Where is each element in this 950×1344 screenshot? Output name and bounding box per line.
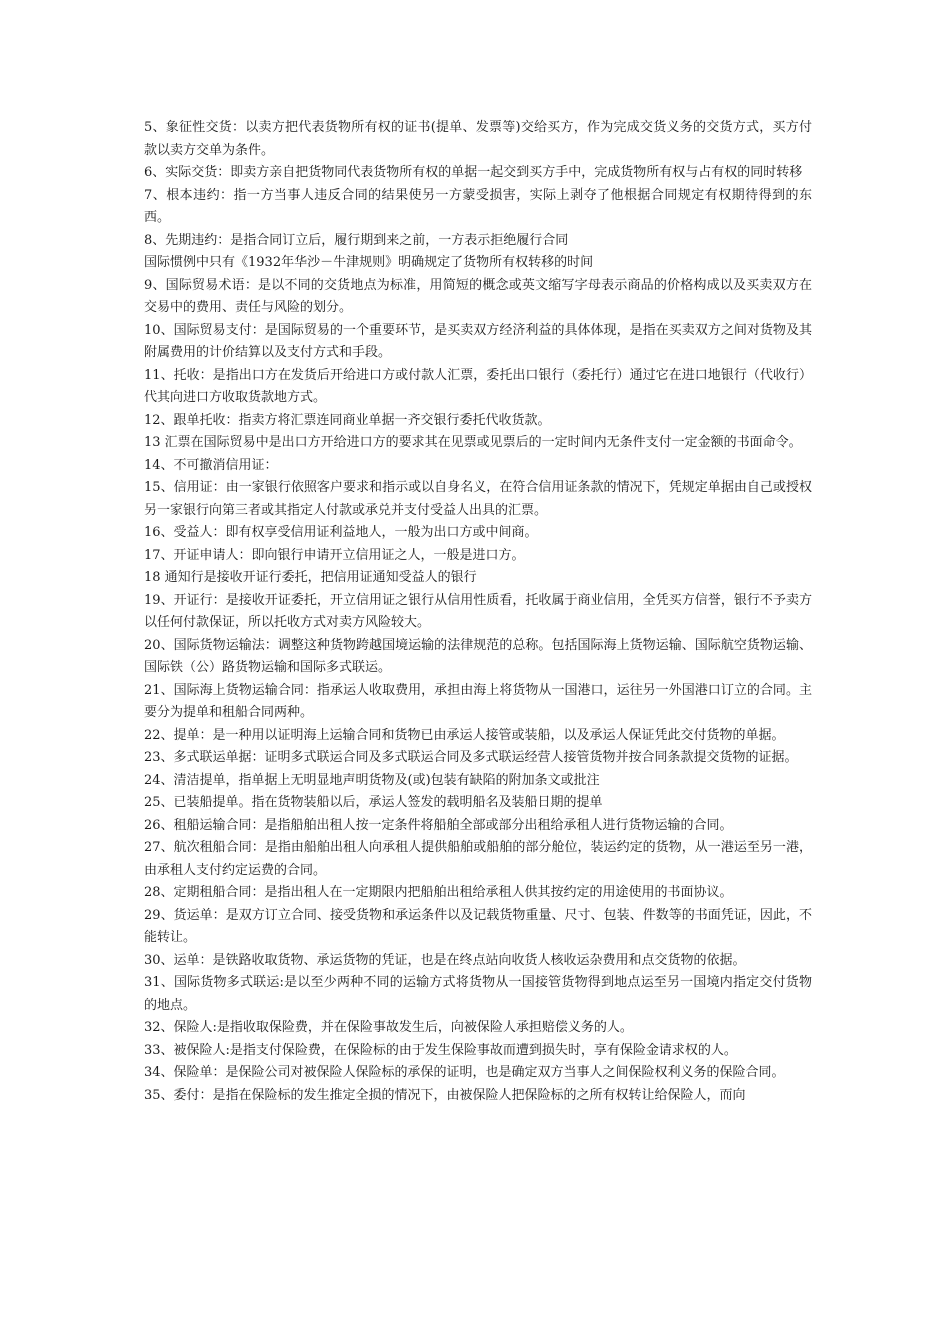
paragraph-31-multimodal-transport: 31、国际货物多式联运:是以至少两种不同的运输方式将货物从一国接管货物得到地点运至另一国境内指定交付货物的地点。 [144, 975, 812, 1013]
paragraph-10-trade-payment: 10、国际贸易支付：是国际贸易的一个重要环节，是买卖双方经济利益的具体体现，是指在买卖双方之间对货物及其附属费用的计价结算以及支付方式和手段。 [144, 322, 812, 360]
paragraph-21-sea-carriage-contract: 21、国际海上货物运输合同：指承运人收取费用，承担由海上将货物从一国港口，运往另一外国港口订立的合同。主要分为提单和租船合同两种。 [144, 682, 812, 720]
paragraph-17-applicant: 17、开证申请人：即向银行申请开立信用证之人，一般是进口方。 [144, 547, 525, 563]
paragraph-30-waybill: 30、运单：是铁路收取货物、承运货物的凭证，也是在终点站向收货人核收运杂费用和点交货物的依据。 [144, 952, 746, 968]
document-body [144, 117, 812, 1107]
paragraph-32-insurer: 32、保险人:是指收取保险费，并在保险事故发生后，向被保险人承担赔偿义务的人。 [144, 1020, 633, 1035]
paragraph-22-bill-of-lading: 22、提单：是一种用以证明海上运输合同和货物已由承运人接管或装船，以及承运人保证凭此交付货物的单据。 [144, 727, 785, 743]
paragraph-6-actual-delivery: 6、实际交货：即卖方亲自把货物同代表货物所有权的单据一起交到买方手中，完成货物所有权与占有权的同时转移 [144, 165, 803, 180]
paragraph-warsaw-oxford-rules: 国际惯例中只有《1932年华沙－牛津规则》明确规定了货物所有权转移的时间 [144, 255, 594, 270]
paragraph-8-anticipatory-breach: 8、先期违约：是指合同订立后，履行期到来之前，一方表示拒绝履行合同 [144, 232, 569, 248]
paragraph-20-transport-law: 20、国际货物运输法：调整这种货物跨越国境运输的法律规范的总称。包括国际海上货物运输、国际航空货物运输、国际铁（公）路货物运输和国际多式联运。 [144, 637, 812, 675]
paragraph-26-charter-contract: 26、租船运输合同：是指船舶出租人按一定条件将船舶全部或部分出租给承租人进行货物运输的合同。 [144, 817, 733, 833]
paragraph-15-letter-of-credit: 15、信用证：由一家银行依照客户要求和指示或以自身名义，在符合信用证条款的情况下，凭规定单据由自己或授权另一家银行向第三者或其指定人付款或承兑并支付受益人出具的汇票。 [144, 480, 812, 518]
paragraph-13-bill-of-exchange: 13 汇票在国际贸易中是出口方开给进口方的要求其在见票或见票后的一定时间内无条件支付一定金额的书面命令。 [144, 435, 802, 450]
paragraph-7-fundamental-breach: 7、根本违约：指一方当事人违反合同的结果使另一方蒙受损害，实际上剥夺了他根据合同规定有权期待得到的东西。 [144, 187, 812, 225]
paragraph-16-beneficiary: 16、受益人：即有权享受信用证利益地人，一般为出口方或中间商。 [144, 525, 538, 540]
paragraph-12-documentary-collection: 12、跟单托收：指卖方将汇票连同商业单据一齐交银行委托代收货款。 [144, 412, 551, 428]
paragraph-33-insured: 33、被保险人:是指支付保险费，在保险标的由于发生保险事故而遭到损失时，享有保险金请求权的人。 [144, 1042, 737, 1058]
paragraph-9-trade-terms: 9、国际贸易术语：是以不同的交货地点为标准，用简短的概念或英文缩写字母表示商品的价格构成以及买卖双方在交易中的费用、责任与风险的划分。 [144, 277, 812, 315]
paragraph-28-time-charter: 28、定期租船合同：是指出租人在一定期限内把船舶出租给承租人供其按约定的用途使用的书面协议。 [144, 885, 733, 900]
paragraph-14-irrevocable-credit: 14、不可撤消信用证： [144, 457, 278, 473]
paragraph-11-collection: 11、托收：是指出口方在发货后开给进口方或付款人汇票，委托出口银行（委托行）通过它在进口地银行（代收行）代其向进口方收取货款地方式。 [144, 367, 812, 405]
paragraph-23-multimodal-document: 23、多式联运单据：证明多式联运合同及多式联运合同及多式联运经营人接管货物并按合同条款提交货物的证据。 [144, 750, 798, 765]
paragraph-5-symbolic-delivery: 5、象征性交货：以卖方把代表货物所有权的证书(提单、发票等)交给买方，作为完成交货义务的交货方式，买方付款以卖方交单为条件。 [144, 120, 812, 158]
paragraph-18-advising-bank: 18 通知行是接收开证行委托，把信用证通知受益人的银行 [144, 570, 477, 585]
paragraph-35-abandonment: 35、委付：是指在保险标的发生推定全损的情况下，由被保险人把保险标的之所有权转让给保险人，而向 [144, 1087, 746, 1103]
paragraph-34-insurance-policy: 34、保险单：是保险公司对被保险人保险标的承保的证明，也是确定双方当事人之间保险权利义务的保险合同。 [144, 1065, 785, 1080]
paragraph-24-clean-bill: 24、清洁提单，指单据上无明显地声明货物及(或)包装有缺陷的附加条文或批注 [144, 772, 600, 788]
paragraph-27-voyage-charter: 27、航次租船合同：是指由船舶出租人向承租人提供船舶或船舶的部分舱位，装运约定的货物，从一港运至另一港，由承租人支付约定运费的合同。 [144, 840, 812, 878]
paragraph-25-shipped-bill: 25、已装船提单。指在货物装船以后，承运人签发的载明船名及装船日期的提单 [144, 795, 603, 810]
paragraph-29-air-waybill: 29、货运单：是双方订立合同、接受货物和承运条件以及记载货物重量、尺寸、包装、件数等的书面凭证，因此，不能转让。 [144, 907, 812, 945]
paragraph-19-issuing-bank: 19、开证行：是接收开证委托，开立信用证之银行从信用性质看，托收属于商业信用，全凭买方信誉，银行不予卖方以任何付款保证，所以托收方式对卖方风险较大。 [144, 592, 812, 630]
